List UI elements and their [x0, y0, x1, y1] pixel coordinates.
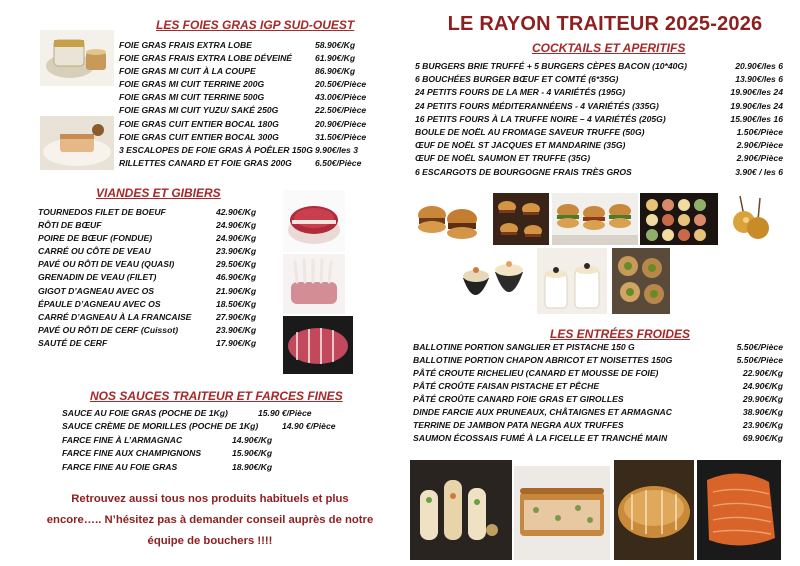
item-name: FOIE GRAS CUIT ENTIER BOCAL 300G: [119, 131, 279, 142]
item-price: 13.90€/les 6: [735, 74, 783, 85]
price-row: [119, 53, 381, 66]
item-name: RILLETTES CANARD ET FOIE GRAS 200G: [119, 157, 292, 168]
item-name: SAUTÉ DE CERF: [38, 337, 108, 348]
price-row: [119, 105, 381, 118]
petits-fours-photo: [640, 193, 718, 245]
cocktails-list: [415, 61, 783, 180]
item-name: PÂTÉ CROUTE RICHELIEU (CANARD ET MOUSSE DE FOIE): [413, 368, 659, 378]
item-price: 17.90€/Kg: [216, 337, 257, 348]
item-name: FOIE GRAS MI CUIT TERRINE 200G: [119, 79, 265, 90]
item-name: BALLOTINE PORTION CHAPON ABRICOT ET NOISETTES 150G: [413, 355, 673, 365]
item-name: GRENADIN DE VEAU (FILET): [38, 272, 157, 283]
item-name: FARCE FINE AUX CHAMPIGNONS: [62, 448, 202, 459]
item-price: 14.90 €/Pièce: [282, 421, 336, 432]
item-price: 38.90€/Kg: [742, 407, 783, 417]
item-price: 69.90€/Kg: [742, 433, 783, 443]
price-row: [38, 246, 268, 259]
item-name: FOIE GRAS MI CUIT YUZU/ SAKÉ 250G: [119, 105, 279, 116]
price-row: [38, 207, 268, 220]
price-row: [415, 127, 783, 140]
price-row: [119, 92, 381, 105]
price-row: [413, 433, 783, 446]
price-row: [415, 167, 783, 180]
item-name: 3 ESCALOPES DE FOIE GRAS À POÊLER 150G: [119, 144, 313, 155]
item-name: TERRINE DE JAMBON PATA NEGRA AUX TRUFFES: [413, 420, 624, 430]
promo-text: [40, 489, 380, 552]
item-name: SAUMON ÉCOSSAIS FUMÉ À LA FICELLE ET TRANCHÉ MAIN: [413, 433, 668, 443]
price-row: [62, 435, 332, 448]
item-name: GIGOT D’AGNEAU AVEC OS: [38, 285, 155, 296]
price-row: [38, 299, 268, 312]
item-price: 6.50€/Pièce: [315, 157, 362, 168]
item-name: PAVÉ OU RÔTI DE VEAU (QUASI): [38, 259, 175, 270]
saumon-photo: [697, 460, 781, 560]
viandes-list: [38, 207, 268, 351]
foie-gras-plate-photo: [40, 116, 114, 170]
item-name: FOIE GRAS FRAIS EXTRA LOBE: [119, 40, 252, 50]
item-price: 86.90€/Kg: [315, 66, 356, 77]
escargots-photo: [612, 248, 670, 314]
entrees-list: [413, 342, 783, 446]
price-row: [38, 259, 268, 272]
item-name: BALLOTINE PORTION SANGLIER ET PISTACHE 150 G: [413, 342, 635, 352]
item-name: 16 PETITS FOURS À LA TRUFFE NOIRE – 4 VARIÉTÉS (205G): [415, 113, 666, 124]
roast-photo: [283, 316, 353, 374]
item-name: CARRÉ OU CÔTE DE VEAU: [38, 246, 151, 257]
price-row: [119, 66, 381, 79]
price-row: [62, 408, 332, 421]
item-name: SAUCE CRÈME DE MORILLES (POCHE DE 1Kg): [62, 421, 259, 432]
item-name: PÂTÉ CROÛTE CANARD FOIE GRAS ET GIROLLES: [413, 394, 624, 404]
item-price: 5.50€/Pièce: [736, 342, 783, 352]
item-name: RÔTI DE BŒUF: [38, 220, 102, 231]
price-row: [38, 325, 268, 338]
price-row: [415, 153, 783, 166]
item-price: 29.50€/Kg: [216, 259, 257, 270]
item-price: 20.90€/Pièce: [315, 118, 367, 129]
item-price: 9.90€/les 3: [315, 144, 359, 155]
pate-croute-photo: [514, 466, 610, 560]
item-price: 3.90€ / les 6: [735, 166, 783, 177]
cheese-balls-photo: [722, 190, 778, 248]
item-price: 5.50€/Pièce: [736, 355, 783, 365]
item-price: 61.90€/Kg: [315, 53, 356, 64]
sauces-title: NOS SAUCES TRAITEUR ET FARCES FINES: [90, 389, 343, 403]
viandes-title: VIANDES ET GIBIERS: [96, 186, 221, 200]
item-name: FOIE GRAS CUIT ENTIER BOCAL 180G: [119, 118, 279, 129]
item-price: 42.90€/Kg: [216, 207, 257, 217]
verrines-photo: [455, 248, 533, 312]
item-name: 6 ESCARGOTS DE BOURGOGNE FRAIS TRÈS GROS: [415, 166, 632, 177]
lamb-rack-photo: [283, 254, 345, 314]
item-price: 2.90€/Pièce: [736, 140, 783, 151]
price-row: [415, 140, 783, 153]
item-price: 23.90€/Kg: [216, 246, 257, 257]
price-row: [119, 79, 381, 92]
item-name: BOULE DE NOËL AU FROMAGE SAVEUR TRUFFE (50G): [415, 126, 645, 137]
item-price: 2.90€/Pièce: [736, 153, 783, 164]
item-name: 5 BURGERS BRIE TRUFFÉ + 5 BURGERS CÈPES BACON (10*40G): [415, 61, 687, 71]
sauces-list: [62, 408, 336, 475]
item-price: 24.90€/Kg: [216, 220, 257, 231]
price-row: [415, 101, 783, 114]
price-row: [413, 381, 783, 394]
price-row: [413, 368, 783, 381]
item-price: 31.50€/Pièce: [315, 131, 367, 142]
item-price: 19.90€/les 24: [730, 87, 783, 98]
price-row: [62, 448, 332, 461]
item-name: SAUCE AU FOIE GRAS (POCHE DE 1Kg): [62, 408, 228, 418]
item-price: 15.90 €/Pièce: [258, 408, 312, 418]
item-name: FOIE GRAS FRAIS EXTRA LOBE DÉVEINÉ: [119, 53, 293, 64]
price-row: [119, 145, 381, 158]
item-price: 24.90€/Kg: [216, 233, 257, 244]
item-name: CARRÉ D’AGNEAU À LA FRANCAISE: [38, 311, 192, 322]
mini-burgers-photo: [493, 193, 549, 245]
item-price: 1.50€/Pièce: [736, 126, 783, 137]
price-row: [413, 394, 783, 407]
item-price: 15.90€/Kg: [232, 448, 273, 459]
price-row: [38, 272, 268, 285]
price-row: [38, 338, 268, 351]
item-name: 24 PETITS FOURS DE LA MER - 4 VARIÉTÉS (195G): [415, 87, 626, 98]
item-price: 23.90€/Kg: [742, 420, 783, 430]
price-row: [413, 342, 783, 355]
eggs-photo: [537, 248, 607, 314]
price-row: [413, 355, 783, 368]
item-name: TOURNEDOS FILET DE BOEUF: [38, 207, 166, 217]
item-price: 29.90€/Kg: [742, 394, 783, 404]
price-row: [38, 312, 268, 325]
item-name: ŒUF DE NOËL SAUMON ET TRUFFE (35G): [415, 153, 591, 164]
item-price: 27.90€/Kg: [216, 311, 257, 322]
item-name: PÂTÉ CROÛTE FAISAN PISTACHE ET PÊCHE: [413, 381, 600, 391]
price-row: [62, 462, 332, 475]
price-row: [119, 40, 381, 53]
sliders-photo: [552, 193, 638, 245]
item-price: 21.90€/Kg: [216, 285, 257, 296]
item-name: FOIE GRAS MI CUIT À LA COUPE: [119, 66, 256, 77]
price-row: [415, 87, 783, 100]
price-row: [415, 114, 783, 127]
promo-line-2: encore….. N’hésitez pas à demander conseil auprès de notre: [46, 514, 374, 526]
price-row: [119, 158, 381, 171]
price-row: [413, 420, 783, 433]
item-price: 18.50€/Kg: [216, 298, 257, 309]
item-name: FOIE GRAS MI CUIT TERRINE 500G: [119, 92, 265, 103]
price-row: [415, 74, 783, 87]
item-name: 6 BOUCHÉES BURGER BŒUF ET COMTÉ (6*35G): [415, 74, 619, 85]
tournedos-photo: [283, 190, 345, 252]
item-name: ÉPAULE D’AGNEAU AVEC OS: [38, 298, 161, 309]
price-row: [38, 286, 268, 299]
item-price: 23.90€/Kg: [216, 324, 257, 335]
main-title: LE RAYON TRAITEUR 2025-2026: [447, 13, 763, 35]
promo-line-3: équipe de bouchers !!!!: [147, 535, 273, 547]
price-row: [38, 233, 268, 246]
item-price: 24.90€/Kg: [742, 381, 783, 391]
item-price: 20.90€/les 6: [735, 61, 783, 71]
item-name: PAVÉ OU RÔTI DE CERF (Cuissot): [38, 324, 179, 335]
promo-line-1: Retrouvez aussi tous nos produits habituels et plus: [71, 493, 349, 505]
foies-gras-title: LES FOIES GRAS IGP SUD-OUEST: [156, 18, 355, 32]
item-name: POIRE DE BŒUF (FONDUE): [38, 233, 153, 244]
item-price: 58.90€/Kg: [315, 40, 356, 50]
price-row: [38, 220, 268, 233]
foies-gras-list: [119, 40, 381, 171]
price-row: [62, 421, 336, 434]
item-price: 22.50€/Pièce: [315, 105, 367, 116]
price-row: [413, 407, 783, 420]
item-name: FARCE FINE AU FOIE GRAS: [62, 461, 178, 472]
item-price: 46.90€/Kg: [216, 272, 257, 283]
item-name: FARCE FINE À L’ARMAGNAC: [62, 434, 183, 445]
entrees-title: LES ENTRÉES FROIDES: [550, 327, 691, 341]
item-price: 18.90€/Kg: [232, 461, 273, 472]
item-price: 15.90€/les 16: [730, 113, 783, 124]
ballotines-photo: [410, 460, 512, 560]
price-row: [415, 61, 783, 74]
cocktails-title: COCKTAILS ET APERITIFS: [532, 41, 686, 55]
burgers-photo: [412, 193, 490, 245]
item-name: ŒUF DE NOËL ST JACQUES ET MANDARINE (35G): [415, 140, 626, 151]
item-price: 22.90€/Kg: [742, 368, 783, 378]
item-price: 43.00€/Pièce: [315, 92, 367, 103]
price-row: [119, 119, 381, 132]
item-price: 20.50€/Pièce: [315, 79, 367, 90]
item-price: 19.90€/les 24: [730, 100, 783, 111]
dinde-farcie-photo: [614, 460, 694, 560]
item-name: DINDE FARCIE AUX PRUNEAUX, CHÂTAIGNES ET ARMAGNAC: [413, 407, 672, 417]
foie-gras-jar-photo: [40, 30, 114, 86]
price-row: [119, 132, 381, 145]
item-price: 14.90€/Kg: [232, 434, 273, 445]
item-name: 24 PETITS FOURS MÉDITERANNÉENS - 4 VARIÉTÉS (335G): [415, 100, 659, 111]
